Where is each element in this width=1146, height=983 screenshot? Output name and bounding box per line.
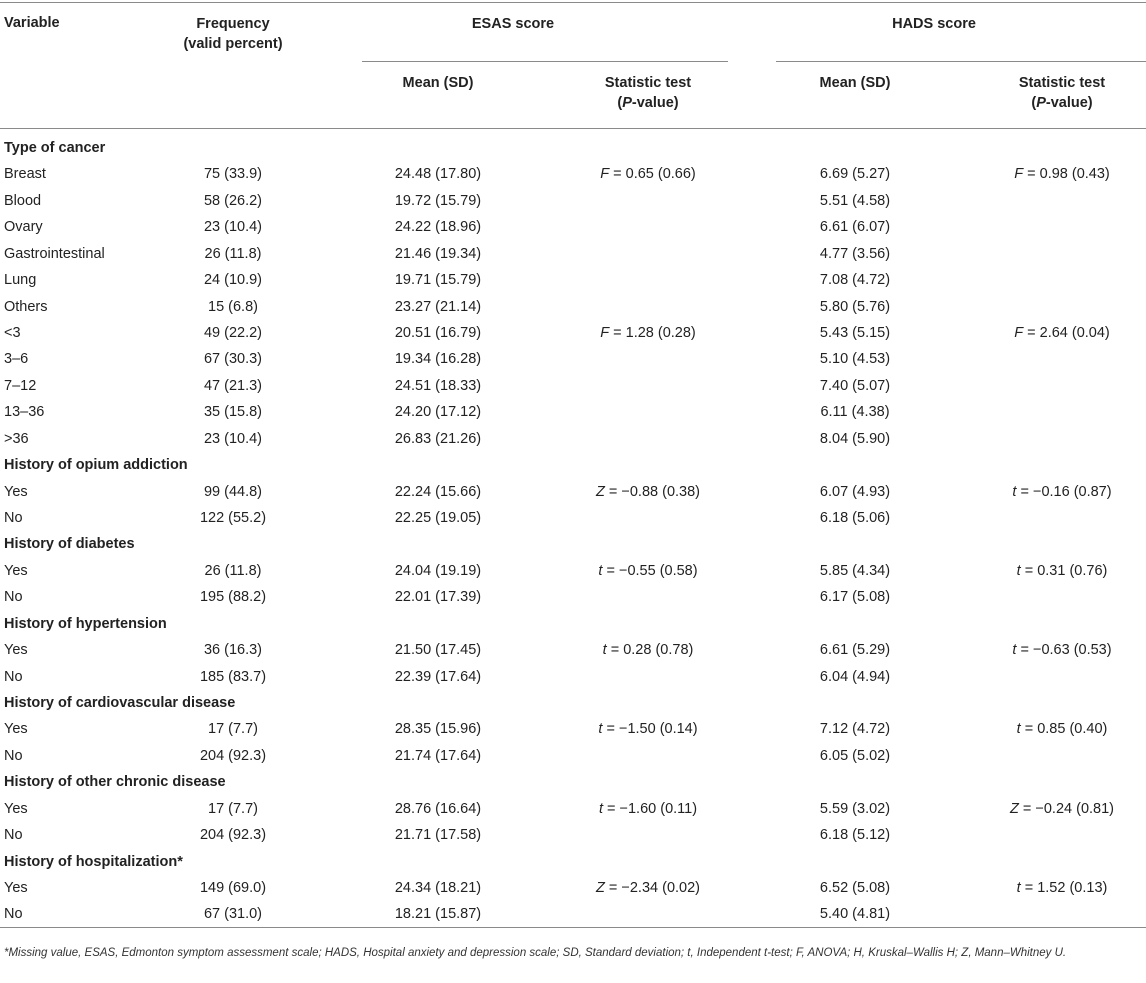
section-heading: History of diabetes bbox=[4, 536, 135, 553]
esas-test-cell bbox=[598, 562, 697, 580]
frequency-cell: 47 (21.3) bbox=[203, 377, 263, 394]
header-hads-group: HADS score bbox=[892, 16, 976, 32]
esas-test-cell bbox=[596, 483, 700, 501]
esas-mean-cell: 22.25 (19.05) bbox=[394, 510, 482, 527]
row-label: No bbox=[4, 906, 23, 923]
frequency-cell: 122 (55.2) bbox=[199, 510, 267, 527]
row-label: Others bbox=[4, 298, 48, 315]
test-symbol: t bbox=[598, 800, 603, 817]
frequency-cell: 49 (22.2) bbox=[203, 325, 263, 341]
frequency-cell: 23 (10.4) bbox=[203, 219, 263, 236]
row-label: Gastrointestinal bbox=[4, 245, 105, 262]
hads-mean-cell: 6.52 (5.08) bbox=[819, 880, 891, 897]
esas-mean-cell: 26.83 (21.26) bbox=[394, 430, 482, 447]
hads-test-cell bbox=[1012, 641, 1111, 659]
frequency-cell: 36 (16.3) bbox=[203, 642, 263, 659]
test-value: = −0.55 (0.58) bbox=[602, 562, 698, 579]
row-label: Yes bbox=[4, 880, 28, 897]
p-symbol: P bbox=[1036, 95, 1046, 111]
hads-mean-cell: 5.51 (4.58) bbox=[819, 192, 891, 209]
frequency-cell: 204 (92.3) bbox=[199, 747, 267, 764]
test-value: = −0.24 (0.81) bbox=[1018, 800, 1114, 817]
test-symbol: Z bbox=[596, 880, 605, 897]
test-symbol: t bbox=[1012, 483, 1017, 500]
test-symbol: F bbox=[1014, 166, 1024, 183]
esas-test-cell bbox=[599, 800, 697, 818]
esas-mean-cell: 19.34 (16.28) bbox=[394, 351, 482, 368]
row-label: Yes bbox=[4, 800, 28, 817]
row-label: Breast bbox=[4, 166, 46, 183]
test-symbol: Z bbox=[596, 483, 605, 500]
esas-test-cell bbox=[600, 165, 696, 183]
frequency-cell: 185 (83.7) bbox=[199, 668, 267, 685]
esas-mean-cell: 28.76 (16.64) bbox=[394, 800, 482, 817]
row-label: <3 bbox=[4, 325, 21, 341]
esas-mean-cell: 21.46 (19.34) bbox=[394, 245, 482, 262]
hads-test-cell bbox=[1014, 165, 1110, 183]
section-heading: History of hospitalization* bbox=[4, 853, 183, 870]
hads-test-cell bbox=[1014, 324, 1110, 342]
section-heading: History of hypertension bbox=[4, 615, 167, 632]
hads-test-cell bbox=[1017, 879, 1108, 897]
test-symbol: t bbox=[1016, 880, 1021, 897]
test-symbol: F bbox=[600, 325, 610, 341]
hads-mean-cell: 5.10 (4.53) bbox=[819, 351, 891, 368]
esas-test-cell bbox=[603, 641, 694, 659]
hads-mean-cell: 7.12 (4.72) bbox=[819, 721, 891, 738]
frequency-cell: 58 (26.2) bbox=[203, 192, 263, 209]
frequency-cell: 17 (7.7) bbox=[208, 721, 258, 738]
hads-test-cell bbox=[1012, 483, 1111, 501]
hads-mean-cell: 6.05 (5.02) bbox=[819, 747, 891, 764]
test-value: = −0.63 (0.53) bbox=[1016, 642, 1112, 659]
row-label: >36 bbox=[4, 430, 29, 447]
hads-mean-cell: 5.59 (3.02) bbox=[819, 800, 891, 817]
test-value: = 0.31 (0.76) bbox=[1020, 562, 1108, 579]
hads-group-rule bbox=[776, 61, 1146, 62]
test-symbol: t bbox=[598, 562, 603, 579]
frequency-cell: 67 (31.0) bbox=[203, 906, 263, 923]
row-label: No bbox=[4, 589, 23, 606]
header-esas-test bbox=[605, 73, 691, 113]
esas-mean-cell: 19.72 (15.79) bbox=[394, 192, 482, 209]
esas-mean-cell: 21.71 (17.58) bbox=[394, 827, 482, 844]
header-esas-test-line2: (P-value) bbox=[617, 95, 679, 111]
test-value: = 2.64 (0.04) bbox=[1023, 325, 1110, 341]
test-value: = −0.88 (0.38) bbox=[604, 483, 700, 500]
esas-group-rule bbox=[362, 61, 728, 62]
test-value: = 0.85 (0.40) bbox=[1020, 721, 1108, 738]
esas-mean-cell: 18.21 (15.87) bbox=[394, 906, 482, 923]
frequency-cell: 26 (11.8) bbox=[204, 562, 262, 579]
esas-mean-cell: 24.04 (19.19) bbox=[394, 562, 482, 579]
section-heading: Type of cancer bbox=[4, 140, 106, 156]
frequency-cell: 149 (69.0) bbox=[199, 880, 267, 897]
header-esas-test-line1: Statistic test bbox=[604, 75, 692, 91]
section-heading: History of cardiovascular disease bbox=[4, 695, 236, 712]
hads-mean-cell: 6.69 (5.27) bbox=[819, 166, 891, 183]
header-bottom-rule bbox=[0, 128, 1146, 129]
hads-mean-cell: 6.61 (6.07) bbox=[819, 219, 891, 236]
esas-mean-cell: 24.34 (18.21) bbox=[394, 880, 482, 897]
header-hads-test-line2: (P-value) bbox=[1031, 95, 1093, 111]
hads-mean-cell: 7.40 (5.07) bbox=[819, 377, 891, 394]
hads-mean-cell: 6.17 (5.08) bbox=[819, 589, 891, 606]
hads-test-cell bbox=[1017, 562, 1108, 580]
row-label: 13–36 bbox=[4, 404, 45, 421]
header-frequency bbox=[183, 14, 282, 54]
esas-mean-cell: 23.27 (21.14) bbox=[394, 298, 482, 315]
hads-test-cell bbox=[1010, 800, 1114, 818]
test-value: = 0.98 (0.43) bbox=[1023, 166, 1110, 183]
header-hads-mean: Mean (SD) bbox=[819, 75, 891, 91]
row-label: Blood bbox=[4, 192, 42, 209]
header-frequency-line1: Frequency bbox=[196, 16, 270, 32]
test-value: = 0.65 (0.66) bbox=[609, 166, 696, 183]
table-bottom-rule bbox=[0, 927, 1146, 928]
section-heading: History of opium addiction bbox=[4, 457, 188, 474]
esas-mean-cell: 22.39 (17.64) bbox=[394, 668, 482, 685]
table-footnote: *Missing value, ESAS, Edmonton symptom assessment scale; HADS, Hospital anxiety and depression scale; SD, Standard deviation; t, Independent t-test; F, ANOVA; H, Kruskal–Wallis H; Z, Mann–Whitney U. bbox=[4, 947, 1067, 959]
esas-mean-cell: 24.48 (17.80) bbox=[394, 166, 482, 183]
hads-mean-cell: 6.04 (4.94) bbox=[819, 668, 891, 685]
row-label: Yes bbox=[4, 483, 28, 500]
frequency-cell: 195 (88.2) bbox=[199, 589, 267, 606]
esas-mean-cell: 21.50 (17.45) bbox=[394, 642, 482, 659]
test-symbol: t bbox=[1016, 562, 1021, 579]
row-label: No bbox=[4, 668, 23, 685]
frequency-cell: 99 (44.8) bbox=[203, 483, 263, 500]
row-label: No bbox=[4, 827, 23, 844]
row-label: No bbox=[4, 510, 23, 527]
esas-mean-cell: 22.24 (15.66) bbox=[394, 483, 482, 500]
hads-mean-cell: 6.18 (5.06) bbox=[819, 510, 891, 527]
row-label: 7–12 bbox=[4, 377, 37, 394]
esas-mean-cell: 24.51 (18.33) bbox=[394, 377, 482, 394]
row-label: Yes bbox=[4, 721, 28, 738]
test-symbol: F bbox=[1014, 325, 1024, 341]
header-esas-group: ESAS score bbox=[471, 16, 555, 32]
test-symbol: t bbox=[1016, 721, 1021, 738]
row-label: Ovary bbox=[4, 219, 43, 236]
frequency-cell: 26 (11.8) bbox=[204, 245, 262, 262]
frequency-cell: 17 (7.7) bbox=[208, 800, 258, 817]
esas-mean-cell: 24.20 (17.12) bbox=[394, 404, 482, 421]
hads-mean-cell: 7.08 (4.72) bbox=[819, 272, 891, 289]
frequency-cell: 35 (15.8) bbox=[203, 404, 263, 421]
frequency-cell: 15 (6.8) bbox=[208, 298, 258, 315]
header-esas-mean: Mean (SD) bbox=[402, 75, 474, 91]
row-label: Yes bbox=[4, 642, 28, 659]
test-value: = 1.28 (0.28) bbox=[609, 325, 696, 341]
hads-mean-cell: 5.85 (4.34) bbox=[819, 562, 891, 579]
frequency-cell: 204 (92.3) bbox=[199, 827, 267, 844]
p-symbol: P bbox=[622, 95, 632, 111]
esas-test-cell bbox=[598, 720, 697, 738]
frequency-cell: 24 (10.9) bbox=[203, 272, 263, 289]
hads-mean-cell: 4.77 (3.56) bbox=[819, 245, 891, 262]
row-label: Lung bbox=[4, 272, 37, 289]
row-label: 3–6 bbox=[4, 351, 29, 368]
test-value: = −2.34 (0.02) bbox=[604, 880, 700, 897]
header-variable: Variable bbox=[4, 15, 60, 31]
hads-mean-cell: 5.80 (5.76) bbox=[819, 298, 891, 315]
frequency-cell: 23 (10.4) bbox=[203, 430, 263, 447]
test-symbol: t bbox=[1012, 642, 1017, 659]
test-symbol: t bbox=[602, 642, 607, 659]
hads-test-cell bbox=[1017, 720, 1108, 738]
test-value: = −1.60 (0.11) bbox=[602, 800, 698, 817]
esas-mean-cell: 22.01 (17.39) bbox=[394, 589, 482, 606]
test-symbol: F bbox=[600, 166, 610, 183]
test-value: = 0.28 (0.78) bbox=[606, 642, 694, 659]
top-rule bbox=[0, 2, 1146, 3]
test-symbol: t bbox=[598, 721, 603, 738]
pvalue-suffix: -value) bbox=[631, 95, 679, 111]
hads-mean-cell: 6.18 (5.12) bbox=[819, 827, 891, 844]
header-hads-test-line1: Statistic test bbox=[1018, 75, 1106, 91]
pvalue-suffix: -value) bbox=[1045, 95, 1093, 111]
row-label: Yes bbox=[4, 562, 28, 579]
frequency-cell: 67 (30.3) bbox=[203, 351, 263, 368]
esas-test-cell bbox=[600, 324, 696, 342]
hads-mean-cell: 8.04 (5.90) bbox=[819, 430, 891, 447]
frequency-cell: 75 (33.9) bbox=[203, 166, 263, 183]
header-frequency-line2: (valid percent) bbox=[183, 36, 283, 52]
test-value: = 1.52 (0.13) bbox=[1020, 880, 1108, 897]
esas-test-cell bbox=[596, 879, 700, 897]
hads-mean-cell: 5.43 (5.15) bbox=[819, 325, 891, 341]
esas-mean-cell: 24.22 (18.96) bbox=[394, 219, 482, 236]
esas-mean-cell: 28.35 (15.96) bbox=[394, 721, 482, 738]
hads-mean-cell: 5.40 (4.81) bbox=[819, 906, 891, 923]
hads-mean-cell: 6.61 (5.29) bbox=[819, 642, 891, 659]
hads-mean-cell: 6.11 (4.38) bbox=[820, 404, 890, 421]
test-value: = −0.16 (0.87) bbox=[1016, 483, 1112, 500]
esas-mean-cell: 19.71 (15.79) bbox=[394, 272, 482, 289]
test-symbol: Z bbox=[1010, 800, 1019, 817]
section-heading: History of other chronic disease bbox=[4, 774, 226, 791]
esas-mean-cell: 21.74 (17.64) bbox=[394, 747, 482, 764]
hads-mean-cell: 6.07 (4.93) bbox=[819, 483, 891, 500]
esas-mean-cell: 20.51 (16.79) bbox=[394, 325, 482, 341]
header-hads-test bbox=[1019, 73, 1105, 113]
row-label: No bbox=[4, 747, 23, 764]
test-value: = −1.50 (0.14) bbox=[602, 721, 698, 738]
